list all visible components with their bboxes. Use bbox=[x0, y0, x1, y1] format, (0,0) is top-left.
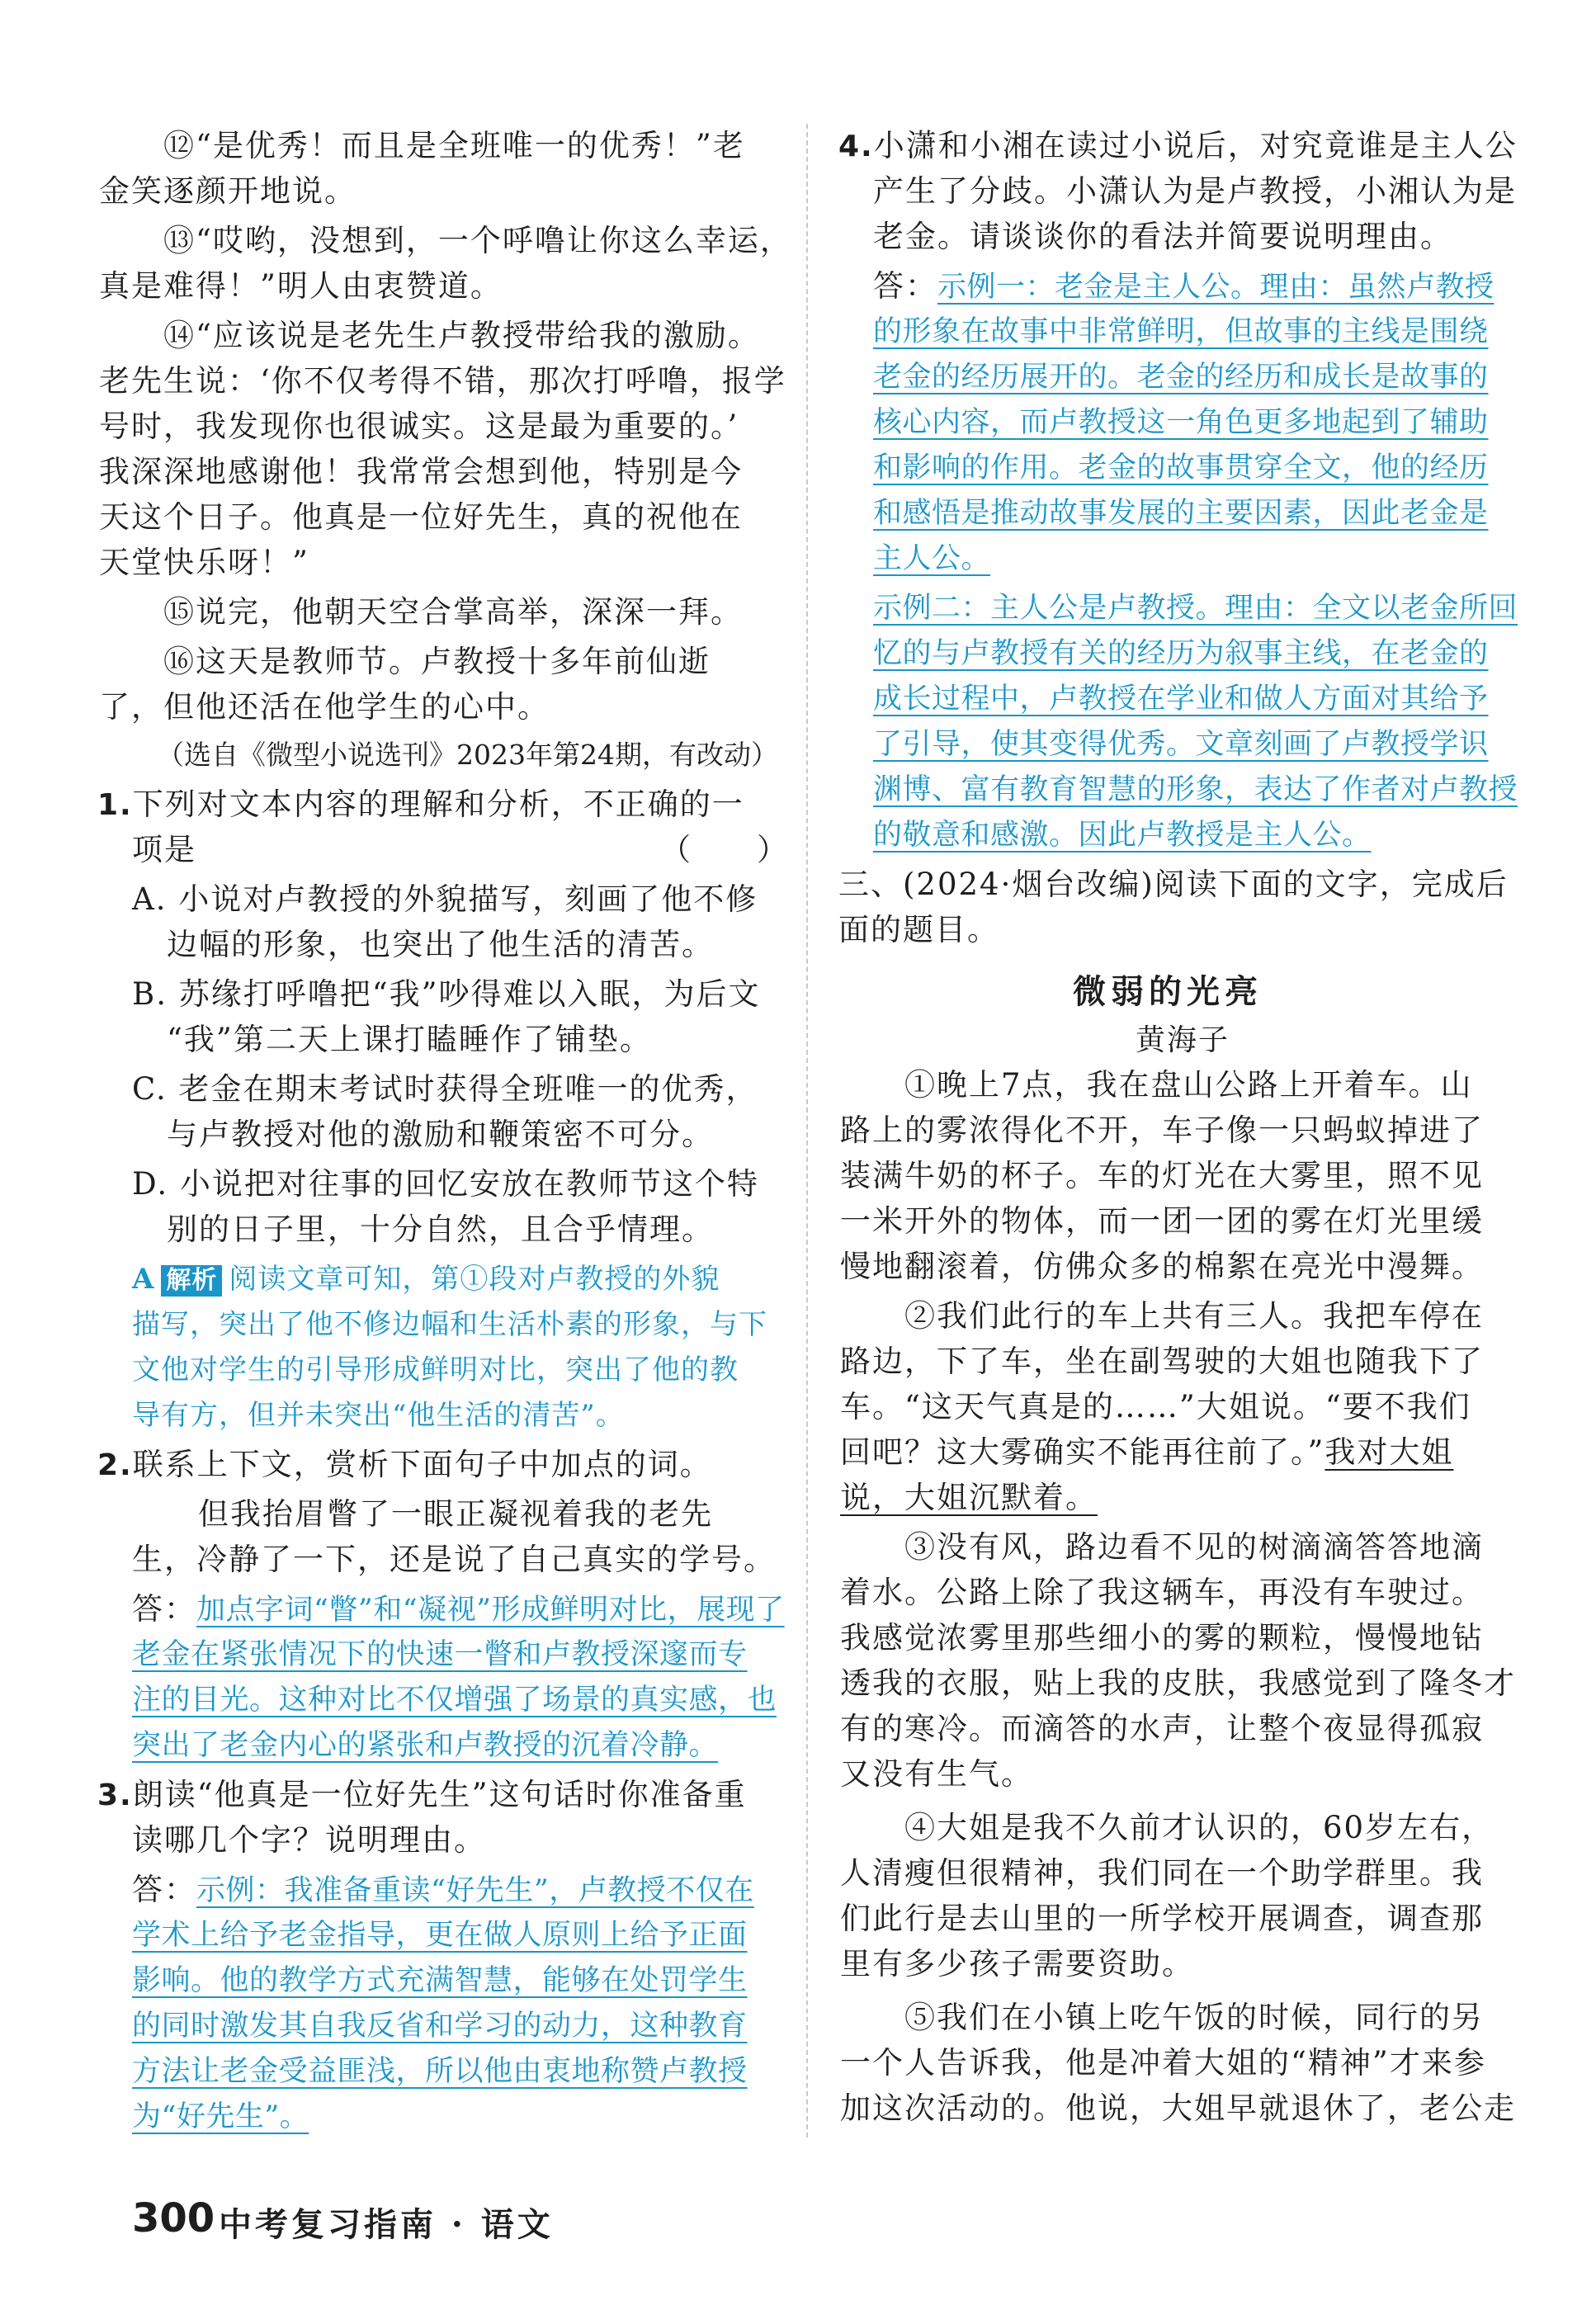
story-p1-line-3: 装满牛奶的杯子。车的灯光在大雾里，照不见 bbox=[840, 1158, 1484, 1193]
paragraph-12-line-1: ⑫“是优秀！而且是全班唯一的优秀！”老 bbox=[163, 128, 745, 163]
story-p2-text-4: 回吧？这大雾确实不能再往前了。” bbox=[840, 1434, 1325, 1470]
q1-option-a-line-2: 边幅的形象，也突出了他生活的清苦。 bbox=[167, 927, 714, 962]
q3-number: 3. bbox=[97, 1778, 133, 1812]
q4-stem-3: 老金。请谈谈你的看法并简要说明理由。 bbox=[873, 219, 1452, 254]
story-p3-line-2: 着水。公路上除了我这辆车，再没有车驶过。 bbox=[840, 1575, 1484, 1610]
q4-stem-2: 产生了分歧。小潇认为是卢教授，小湘认为是 bbox=[873, 173, 1517, 209]
paragraph-14-line-5: 天这个日子。他真是一位好先生，真的祝他在 bbox=[99, 499, 743, 535]
q1-jiexi-line-3: 文他对学生的引导形成鲜明对比，突出了他的教 bbox=[132, 1353, 739, 1386]
q3-answer-text-1: 示例：我准备重读“好先生”，卢教授不仅在 bbox=[196, 1874, 754, 1907]
story-author: 黄海子 bbox=[1136, 1023, 1230, 1057]
paragraph-16-line-2: 了，但他还活在他学生的心中。 bbox=[99, 689, 550, 725]
paragraph-12-line-2: 金笑逐颜开地说。 bbox=[99, 173, 357, 209]
story-p4-line-2: 人清瘦但很精神，我们同在一个助学群里。我 bbox=[840, 1855, 1484, 1891]
q4-example1-line-2: 的形象在故事中非常鲜明，但故事的主线是围绕 bbox=[873, 315, 1489, 348]
q4-example2-line-1: 示例二：主人公是卢教授。理由：全文以老金所回 bbox=[873, 592, 1518, 625]
section-3-line-2: 面的题目。 bbox=[838, 912, 999, 947]
jiexi-badge: 解析 bbox=[161, 1265, 222, 1297]
q2-answer-text-1: 加点字词“瞥”和“凝视”形成鲜明对比，展现了 bbox=[196, 1594, 785, 1627]
story-p2-underlined-2: 说，大姐沉默着。 bbox=[840, 1480, 1098, 1515]
paragraph-14-line-6: 天堂快乐呀！” bbox=[99, 545, 309, 580]
story-p4-line-1: ④大姐是我不久前才认识的，60岁左右， bbox=[904, 1810, 1494, 1845]
q1-jiexi-text-1: 阅读文章可知，第①段对卢教授的外貌 bbox=[229, 1263, 720, 1296]
column-divider bbox=[806, 124, 808, 2137]
q4-example2-line-3: 成长过程中，卢教授在学业和做人方面对其给予 bbox=[873, 683, 1489, 716]
q3-answer-line-1 bbox=[132, 1869, 754, 1911]
paragraph-14-line-4: 我深深地感谢他！我常常会想到他，特别是今 bbox=[99, 454, 743, 489]
q1-stem-2: 项是 bbox=[132, 832, 196, 867]
story-p4-line-4: 里有多少孩子需要资助。 bbox=[840, 1946, 1194, 1982]
q4-number: 4. bbox=[838, 130, 874, 163]
q4-example1-line-6: 和感悟是推动故事发展的主要因素，因此老金是 bbox=[873, 497, 1489, 530]
q4-example1-line-1 bbox=[873, 266, 1494, 308]
paragraph-14-line-3: 号时，我发现你也很诚实。这是最为重要的。’ bbox=[99, 409, 739, 444]
q1-option-c-line-2: 与卢教授对他的激励和鞭策密不可分。 bbox=[167, 1117, 714, 1152]
q2-line-1 bbox=[97, 1444, 712, 1486]
q3-stem-1: 朗读“他真是一位好先生”这句话时你准备重 bbox=[132, 1777, 747, 1812]
q4-example1-line-7: 主人公。 bbox=[873, 542, 991, 575]
q2-answer-line-3: 注的目光。这种对比不仅增强了场景的真实感，也 bbox=[132, 1684, 777, 1717]
q2-answer-line-4: 突出了老金内心的紧张和卢教授的沉着冷静。 bbox=[132, 1729, 719, 1762]
q3-answer-line-5: 方法让老金受益匪浅，所以他由衷地称赞卢教授 bbox=[132, 2055, 748, 2088]
q1-jiexi-line-2: 描写，突出了他不修边幅和生活朴素的形象，与下 bbox=[132, 1308, 767, 1341]
q2-number: 2. bbox=[97, 1448, 133, 1482]
story-p1-line-5: 慢地翻滚着，仿佛众多的棉絮在亮光中漫舞。 bbox=[840, 1249, 1484, 1284]
story-p1-line-2: 路上的雾浓得化不开，车子像一只蚂蚁掉进了 bbox=[840, 1112, 1484, 1148]
q2-quote-line-1: 但我抬眉瞥了一眼正凝视着我的老先 bbox=[198, 1496, 713, 1532]
q1-option-b-line-1: B. 苏缘打呼噜把“我”吵得难以入眠，为后文 bbox=[132, 976, 761, 1012]
story-p2-underlined-1: 我对大姐 bbox=[1324, 1434, 1454, 1470]
q1-jiexi-line-1 bbox=[132, 1259, 720, 1300]
story-p3-line-5: 有的寒冷。而滴答的水声，让整个夜显得孤寂 bbox=[840, 1711, 1484, 1746]
paragraph-14-line-1: ⑭“应该说是老先生卢教授带给我的激励。 bbox=[163, 318, 760, 353]
story-p2-line-3: 车。“这天气真是的……”大姐说。“要不我们 bbox=[840, 1389, 1471, 1424]
q3-answer-line-2: 学术上给予老金指导，更在做人原则上给予正面 bbox=[132, 1919, 748, 1952]
q3-stem-2: 读哪几个字？说明理由。 bbox=[132, 1822, 486, 1858]
story-title: 微弱的光亮 bbox=[1073, 972, 1263, 1011]
page-number: 300 bbox=[132, 2195, 215, 2241]
q1-jiexi-line-4: 导有方，但并未突出“他生活的清苦”。 bbox=[132, 1399, 625, 1432]
q4-example2-line-4: 了引导，使其变得优秀。文章刻画了卢教授学识 bbox=[873, 728, 1489, 761]
q4-stem-1: 小潇和小湘在读过小说后，对究竟谁是主人公 bbox=[873, 128, 1518, 163]
q2-answer-label: 答： bbox=[132, 1591, 196, 1627]
paragraph-14-line-2: 老先生说：‘你不仅考得不错，那次打呼噜，报学 bbox=[99, 363, 786, 399]
q3-answer-line-6: 为“好先生”。 bbox=[132, 2100, 309, 2133]
paragraph-15-line-1: ⑮说完，他朝天空合掌高举，深深一拜。 bbox=[163, 594, 743, 630]
q4-example2-line-2: 忆的与卢教授有关的经历为叙事主线，在老金的 bbox=[873, 637, 1489, 670]
q3-answer-line-3: 影响。他的教学方式充满智慧，能够在处罚学生 bbox=[132, 1964, 748, 1997]
story-p2-line-4 bbox=[840, 1432, 1453, 1473]
q1-option-c-line-1: C. 老金在期末考试时获得全班唯一的优秀， bbox=[132, 1071, 758, 1107]
story-p1-line-4: 一米开外的物体，而一团一团的雾在灯光里缓 bbox=[840, 1203, 1484, 1239]
story-p3-line-3: 我感觉浓雾里那些细小的雾的颗粒，慢慢地钻 bbox=[840, 1620, 1484, 1656]
q4-answer-label: 答： bbox=[873, 268, 937, 304]
q3-answer-line-4: 的同时激发其自我反省和学习的动力，这种教育 bbox=[132, 2010, 748, 2043]
story-p2-line-2: 路边，下了车，坐在副驾驶的大姐也随我下了 bbox=[840, 1344, 1484, 1379]
q1-option-d-line-2: 别的日子里，十分自然，且合乎情理。 bbox=[167, 1212, 714, 1247]
q1-option-a-line-1: A. 小说对卢教授的外貌描写，刻画了他不修 bbox=[132, 881, 758, 917]
q4-example2-line-6: 的敬意和感激。因此卢教授是主人公。 bbox=[873, 819, 1372, 852]
q3-answer-label: 答： bbox=[132, 1872, 196, 1907]
q2-answer-line-2: 老金在紧张情况下的快速一瞥和卢教授深邃而专 bbox=[132, 1638, 748, 1671]
story-p3-line-4: 透我的衣服，贴上我的皮肤，我感觉到了隆冬才 bbox=[840, 1665, 1516, 1701]
story-p5-line-3: 加这次活动的。他说，大姐早就退休了，老公走 bbox=[840, 2090, 1516, 2126]
q1-answer-letter: A bbox=[132, 1263, 155, 1296]
story-p5-line-1: ⑤我们在小镇上吃午饭的时候，同行的另 bbox=[904, 2000, 1484, 2035]
q1-line-1 bbox=[97, 784, 744, 826]
q2-answer-line-1 bbox=[132, 1589, 785, 1631]
source-citation: （选自《微型小说选刊》2023年第24期，有改动） bbox=[157, 739, 778, 771]
q1-number: 1. bbox=[97, 788, 133, 822]
q1-option-b-line-2: “我”第二天上课打瞌睡作了铺垫。 bbox=[167, 1022, 652, 1057]
q1-option-d-line-1: D. 小说把对往事的回忆安放在教师节这个特 bbox=[132, 1166, 759, 1202]
paragraph-13-line-2: 真是难得！”明人由衷赞道。 bbox=[99, 268, 503, 304]
q4-line-1 bbox=[838, 125, 1518, 168]
q1-answer-paren: （ ） bbox=[660, 832, 789, 867]
story-p2-line-1: ②我们此行的车上共有三人。我把车停在 bbox=[904, 1298, 1484, 1334]
story-p5-line-2: 一个人告诉我，他是冲着大姐的“精神”才来参 bbox=[840, 2045, 1486, 2081]
story-p1-line-1: ①晚上7点，我在盘山公路上开着车。山 bbox=[904, 1067, 1473, 1103]
q4-example1-line-5: 和影响的作用。老金的故事贯穿全文，他的经历 bbox=[873, 451, 1489, 484]
q4-example2-line-5: 渊博、富有教育智慧的形象，表达了作者对卢教授 bbox=[873, 773, 1518, 806]
q4-example1-line-4: 核心内容，而卢教授这一角色更多地起到了辅助 bbox=[873, 406, 1489, 439]
story-p3-line-1: ③没有风，路边看不见的树滴滴答答地滴 bbox=[904, 1529, 1484, 1565]
q4-example1-text-1: 示例一：老金是主人公。理由：虽然卢教授 bbox=[937, 271, 1494, 304]
story-p3-line-6: 又没有生气。 bbox=[840, 1756, 1033, 1792]
paragraph-13-line-1: ⑬“哎哟，没想到，一个呼噜让你这么幸运， bbox=[163, 223, 792, 258]
story-p4-line-3: 们此行是去山里的一所学校开展调查，调查那 bbox=[840, 1901, 1484, 1936]
q2-quote-line-2: 生，冷静了一下，还是说了自己真实的学号。 bbox=[132, 1542, 776, 1577]
section-3-line-1: 三、(2024·烟台改编)阅读下面的文字，完成后 bbox=[838, 867, 1509, 902]
q1-stem-1: 下列对文本内容的理解和分析，不正确的一 bbox=[132, 786, 744, 822]
q2-stem: 联系上下文，赏析下面句子中加点的词。 bbox=[132, 1447, 712, 1482]
book-title: 中考复习指南 · 语文 bbox=[219, 2205, 554, 2244]
q4-example1-line-3: 老金的经历展开的。老金的经历和成长是故事的 bbox=[873, 361, 1489, 394]
story-p2-line-5 bbox=[840, 1477, 1098, 1519]
paragraph-16-line-1: ⑯这天是教师节。卢教授十多年前仙逝 bbox=[163, 644, 711, 679]
q3-line-1 bbox=[97, 1774, 747, 1816]
